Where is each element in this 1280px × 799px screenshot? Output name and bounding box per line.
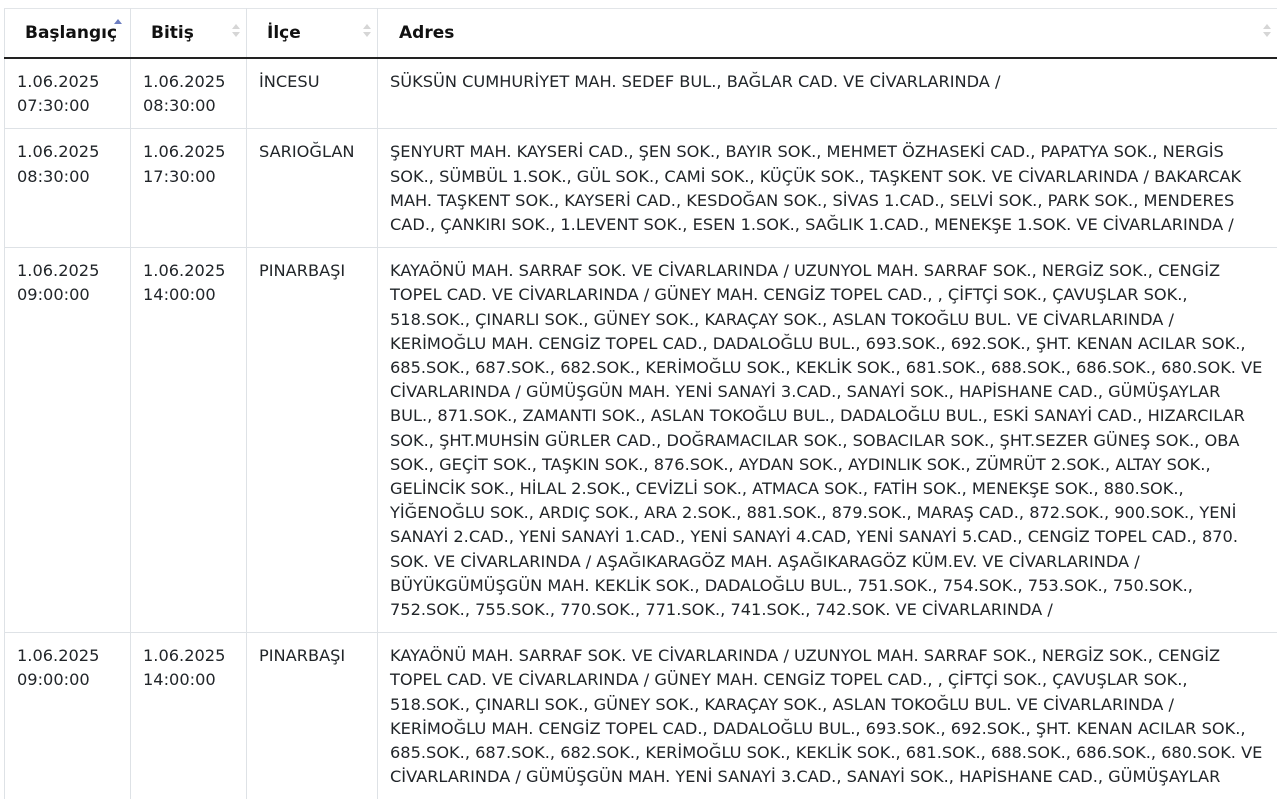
start-date: 1.06.2025 [17, 142, 100, 162]
district-cell: PINARBAŞI [247, 633, 378, 799]
table-row [5, 633, 1278, 799]
end-time: 14:00:00 [143, 670, 216, 690]
column-header-label: Bitiş [151, 23, 194, 43]
district-cell: İNCESU [247, 58, 378, 129]
district-cell: PINARBAŞI [247, 248, 378, 633]
outage-table-container [4, 8, 1277, 799]
table-header [5, 9, 1278, 59]
address-cell: ŞENYURT MAH. KAYSERİ CAD., ŞEN SOK., BAYIR SOK., MEHMET ÖZHASEKİ CAD., PAPATYA SOK., NERGİS SOK., SÜMBÜL 1.SOK., GÜL SOK., CAMİ SOK., KÜÇÜK SOK., TAŞKENT SOK. VE CİVARLARINDA / BAKARCAK MAH. TAŞKENT SOK., KAYSERİ CAD., KESDOĞAN SOK., SİVAS 1.CAD., SELVİ SOK., PARK SOK., MENDERES CAD., ÇANKIRI SOK., 1.LEVENT SOK., ESEN 1.SOK., SAĞLIK 1.CAD., MENEKŞE 1.SOK. VE CİVARLARINDA / [378, 129, 1278, 248]
start-time: 08:30:00 [17, 166, 90, 186]
sort-arrows-icon[interactable] [232, 24, 240, 40]
start-time: 09:00:00 [17, 670, 90, 690]
end-cell [131, 248, 247, 633]
end-date: 1.06.2025 [143, 142, 226, 162]
table-body [5, 58, 1278, 799]
column-header-end[interactable] [131, 9, 247, 59]
start-cell [5, 58, 131, 129]
table-row [5, 129, 1278, 248]
end-date: 1.06.2025 [143, 72, 226, 91]
outage-table [4, 8, 1277, 799]
table-row [5, 248, 1278, 633]
start-date: 1.06.2025 [17, 261, 100, 281]
sort-arrows-icon[interactable] [363, 24, 371, 40]
start-cell [5, 248, 131, 633]
end-time: 17:30:00 [143, 166, 216, 186]
column-header-start[interactable] [5, 9, 131, 59]
column-header-address[interactable] [378, 9, 1278, 59]
end-time: 08:30:00 [143, 96, 216, 116]
start-time: 07:30:00 [17, 96, 90, 116]
address-cell: SÜKSÜN CUMHURİYET MAH. SEDEF BUL., BAĞLAR CAD. VE CİVARLARINDA / [378, 58, 1278, 129]
end-cell [131, 633, 247, 799]
end-date: 1.06.2025 [143, 261, 226, 281]
start-time: 09:00:00 [17, 285, 90, 305]
district-cell: SARIOĞLAN [247, 129, 378, 248]
address-cell: KAYAÖNÜ MAH. SARRAF SOK. VE CİVARLARINDA / UZUNYOL MAH. SARRAF SOK., NERGİZ SOK., CENGİZ TOPEL CAD. VE CİVARLARINDA / GÜNEY MAH. CENGİZ TOPEL CAD., , ÇİFTÇİ SOK., ÇAVUŞLAR SOK., 518.SOK., ÇINARLI SOK., GÜNEY SOK., KARAÇAY SOK., ASLAN TOKOĞLU BUL. VE CİVARLARINDA / KERİMOĞLU MAH. CENGİZ TOPEL CAD., DADALOĞLU BUL., 693.SOK., 692.SOK., ŞHT. KENAN ACILAR SOK., 685.SOK., 687.SOK., 682.SOK., KERİMOĞLU SOK., KEKLİK SOK., 681.SOK., 688.SOK., 686.SOK., 680.SOK. VE CİVARLARINDA / GÜMÜŞGÜN MAH. YENİ SANAYİ 3.CAD., SANAYİ SOK., HAPİSHANE CAD., GÜMÜŞAYLAR BUL., 871.SOK., ZAMANTI SOK., ASLAN TOKOĞLU BUL., DADALOĞLU BUL., ESKİ SANAYİ CAD., HIZARCILAR SOK., ŞHT.MUHSİN GÜRLER CAD., DOĞRAMACILAR SOK., SOBACILAR SOK., ŞHT.SEZER GÜNEŞ SOK., OBA SOK., GEÇİT SOK., TAŞKIN SOK., 876.SOK., AYDAN SOK., AYDINLIK SOK., ZÜMRÜT 2.SOK., ALTAY SOK., GELİNCİK SOK., HİLAL 2.SOK., CEVİZLİ SOK., ATMACA SOK., FATİH SOK., MENEKŞE SOK., 880.SOK., YİĞENOĞLU SOK., ARDIÇ SOK., ARA 2.SOK., 881.SOK., 879.SOK., MARAŞ CAD., 872.SOK., 900.SOK., YENİ SANAYİ 2.CAD., YENİ SANAYİ 1.CAD., YENİ SANAYİ 4.CAD, YENİ SANAYİ 5.CAD., CENGİZ TOPEL CAD., 870. SOK. VE CİVARLARINDA / AŞAĞIKARAGÖZ MAH. AŞAĞIKARAGÖZ KÜM.EV. VE CİVARLARINDA / BÜYÜKGÜMÜŞGÜN MAH. KEKLİK SOK., DADALOĞLU BUL., 751.SOK., 754.SOK., 753.SOK., 750.SOK., 752.SOK., 755.SOK., 770.SOK., 771.SOK., 741.SOK., 742.SOK. VE CİVARLARINDA / [378, 248, 1278, 633]
start-date: 1.06.2025 [17, 646, 100, 666]
header-row [5, 9, 1278, 59]
column-header-label: İlçe [267, 23, 301, 43]
end-time: 14:00:00 [143, 285, 216, 305]
end-cell [131, 129, 247, 248]
column-header-label: Adres [399, 23, 455, 43]
address-cell: KAYAÖNÜ MAH. SARRAF SOK. VE CİVARLARINDA / UZUNYOL MAH. SARRAF SOK., NERGİZ SOK., CENGİZ TOPEL CAD. VE CİVARLARINDA / GÜNEY MAH. CENGİZ TOPEL CAD., , ÇİFTÇİ SOK., ÇAVUŞLAR SOK., 518.SOK., ÇINARLI SOK., GÜNEY SOK., KARAÇAY SOK., ASLAN TOKOĞLU BUL. VE CİVARLARINDA / KERİMOĞLU MAH. CENGİZ TOPEL CAD., DADALOĞLU BUL., 693.SOK., 692.SOK., ŞHT. KENAN ACILAR SOK., 685.SOK., 687.SOK., 682.SOK., KERİMOĞLU SOK., KEKLİK SOK., 681.SOK., 688.SOK., 686.SOK., 680.SOK. VE CİVARLARINDA / GÜMÜŞGÜN MAH. YENİ SANAYİ 3.CAD., SANAYİ SOK., HAPİSHANE CAD., GÜMÜŞAYLAR [378, 633, 1278, 799]
start-date: 1.06.2025 [17, 72, 100, 91]
end-date: 1.06.2025 [143, 646, 226, 666]
table-row [5, 58, 1278, 129]
column-header-district[interactable] [247, 9, 378, 59]
start-cell [5, 633, 131, 799]
end-cell [131, 58, 247, 129]
sort-ascending-icon[interactable] [114, 19, 122, 35]
column-header-label: Başlangıç [25, 23, 118, 43]
start-cell [5, 129, 131, 248]
sort-arrows-icon[interactable] [1263, 24, 1271, 40]
